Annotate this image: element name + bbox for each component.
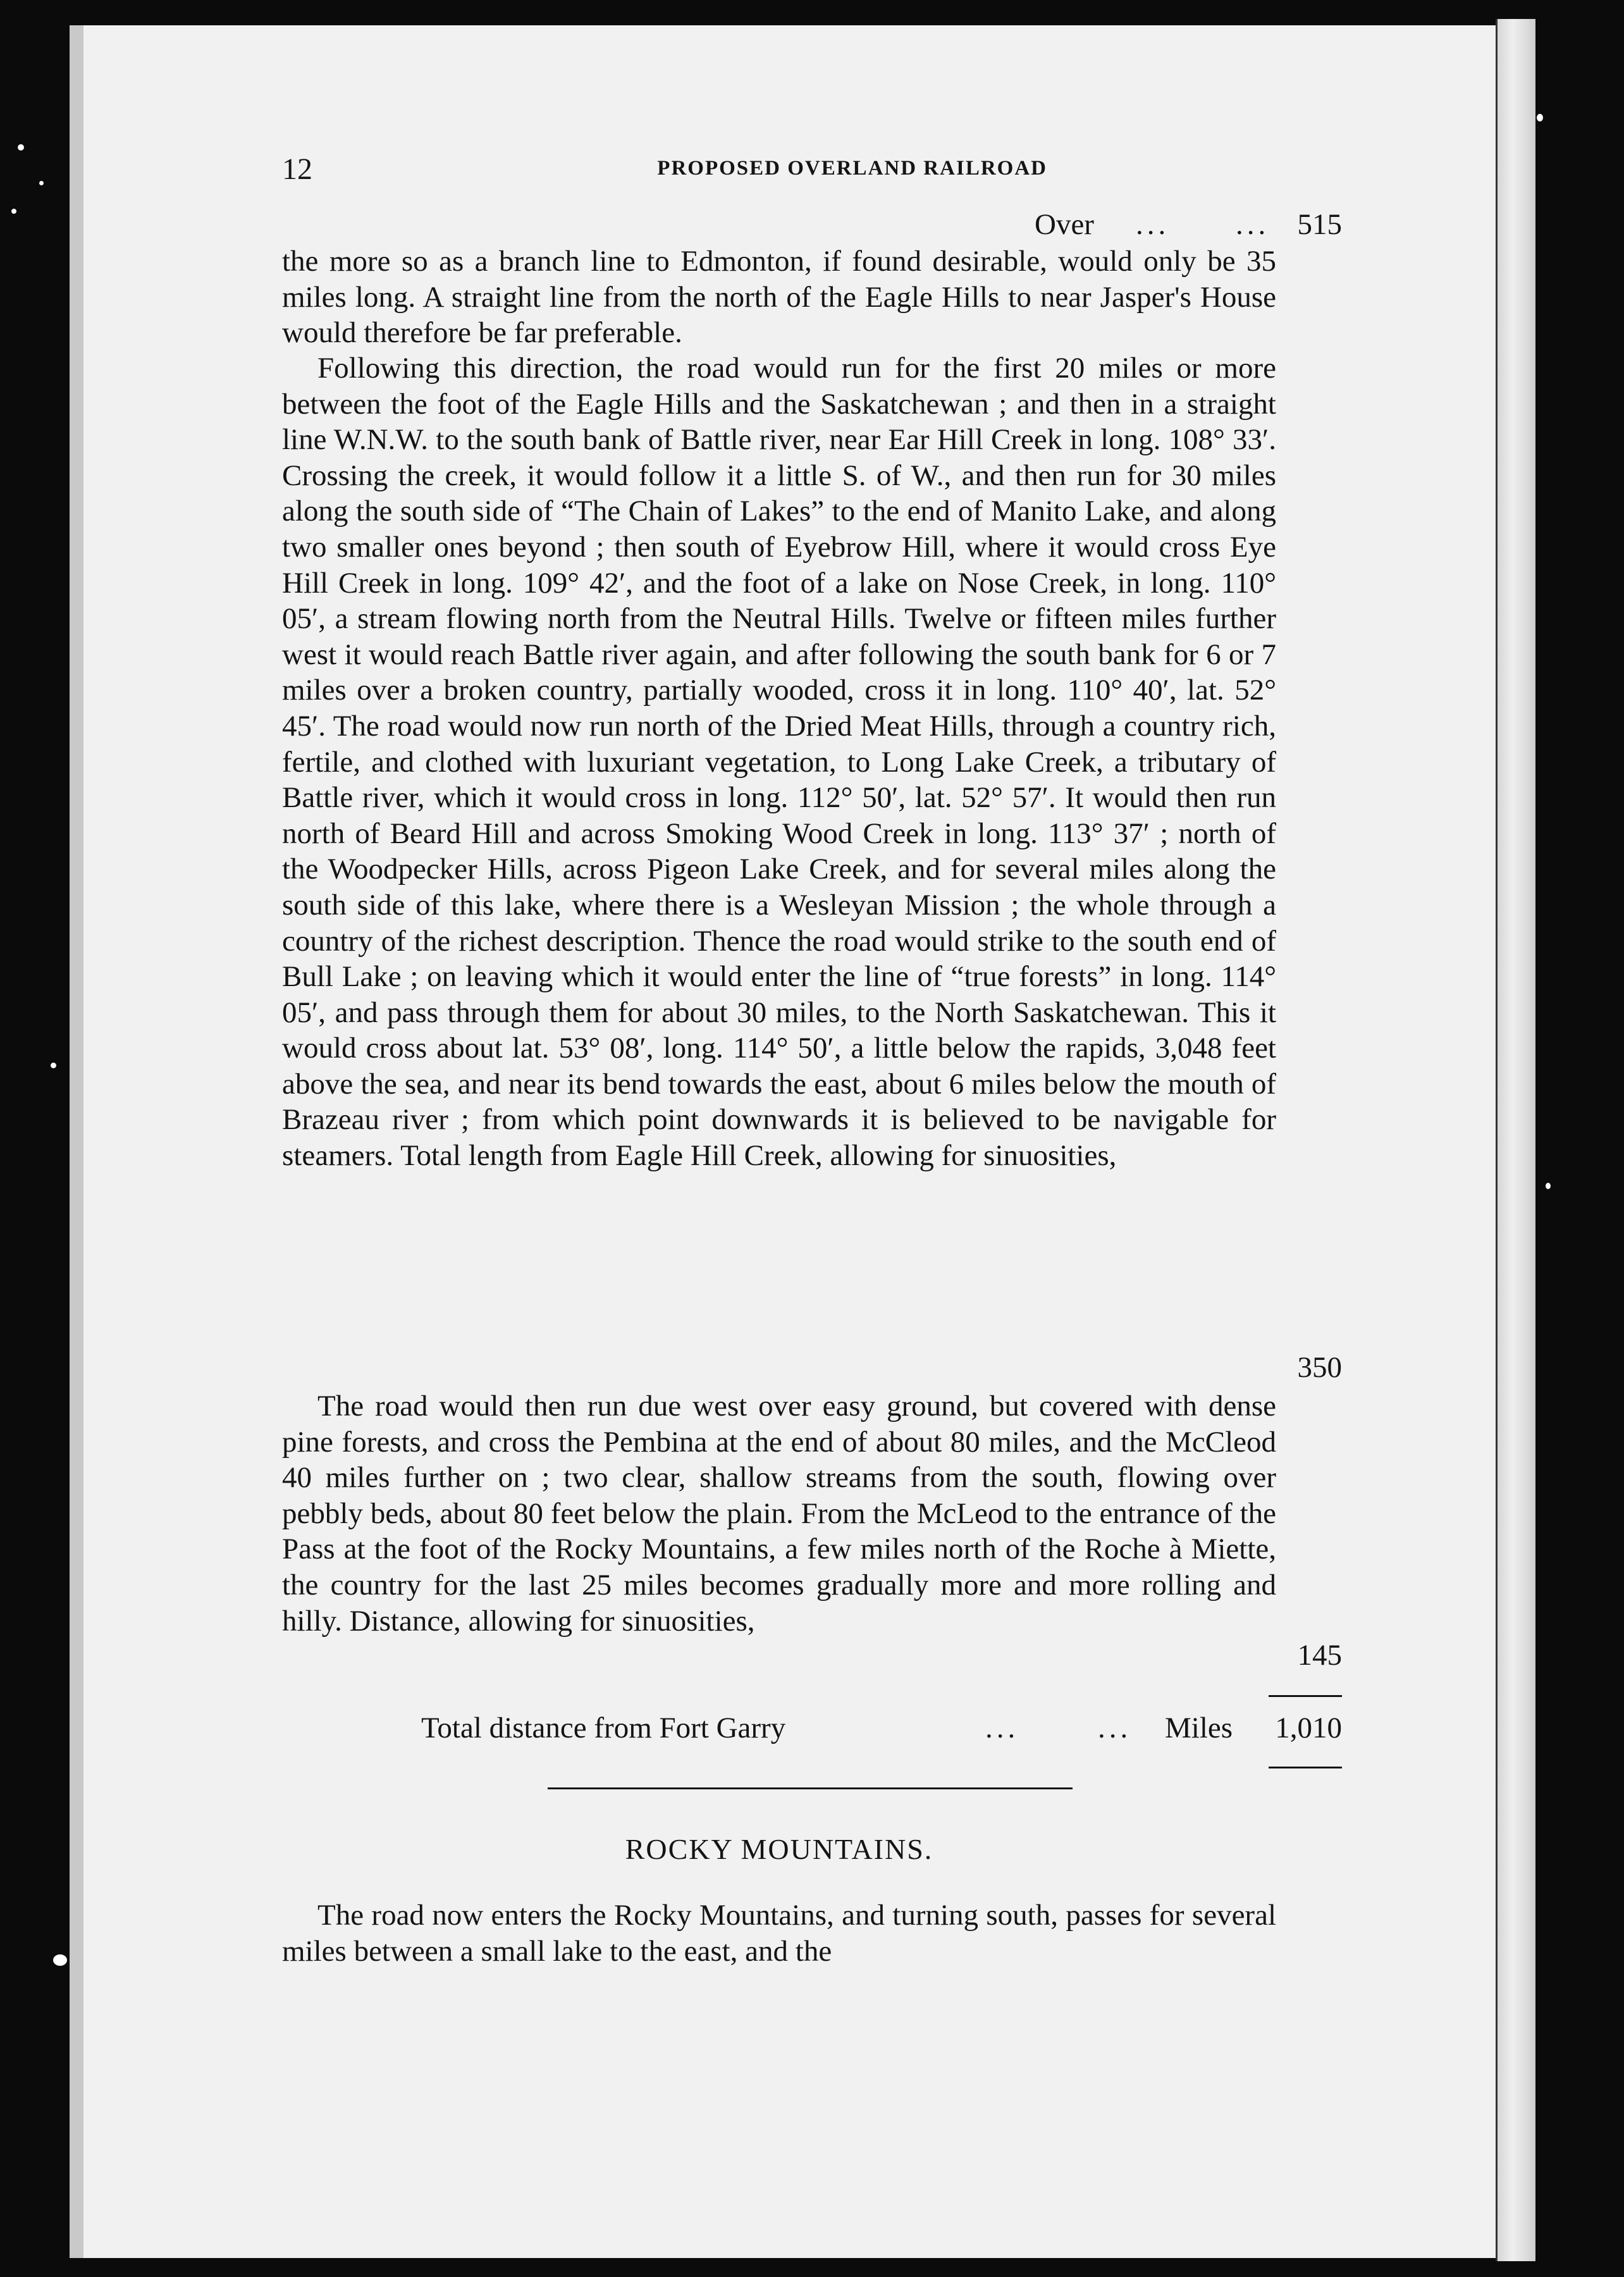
total-unit: Miles xyxy=(1165,1712,1233,1744)
section-divider xyxy=(548,1787,1073,1789)
total-label: Total distance from Fort Garry xyxy=(421,1712,786,1744)
page-number: 12 xyxy=(282,152,312,186)
paragraph-route-description: Following this direction, the road would run for the first 20 miles or more between the foot of the Eagle Hills and the Saskatchewan ; and then in a straight line W.N.W. to the south bank of Battle river, near Ear Hill Creek in long. 108° 33′. Crossing the creek, it would follow it a little S. of W., and then run for 30 miles along the south side of “The Chain of Lakes” to the end of Manito Lake, and along two smaller ones beyond ; then south of Eyebrow Hill, where it would cross Eye Hill Creek in long. 109° 42′, and the foot of a lake on Nose Creek, in long. 110° 05′, a stream flowing north from the Neutral Hills. Twelve or fifteen miles further west it would reach Battle river again, and after following the south bank for 6 or 7 miles over a broken country, partially wooded, cross it in long. 110° 40′, lat. 52° 45′. The road would now run north of the Dried Meat Hills, through a country rich, fertile, and clothed with luxuriant vegetation, to Long Lake Creek, a tributary of Battle river, which it would cross in long. 112° 50′, lat. 52° 57′. It would then run north of Beard Hill and across Smoking Wood Creek in long. 113° 37′ ; north of the Woodpecker Hills, across Pigeon Lake Creek, and for several miles along the south side of this lake, where there is a Wesleyan Mission ; the whole through a country of the richest description. Thence the road would strike to the south end of Bull Lake ; on leaving which it would enter the line of “true forests” in long. 114° 05′, and pass through them for about 30 miles, to the North Saskatchewan. This it would cross about lat. 53° 08′, long. 114° 50′, a little below the rapids, 3,048 feet above the sea, and near its bend towards the east, about 6 miles below the mouth of Brazeau river ; from which point downwards it is believed to be navigable for steamers. Total length from Eagle Hill Creek, allowing for sinuosities, xyxy=(282,352,1276,1173)
running-title: PROPOSED OVERLAND RAILROAD xyxy=(657,157,1047,180)
scan-speck xyxy=(51,1063,56,1068)
scan-speck xyxy=(53,1954,67,1966)
total-value: 1,010 xyxy=(1275,1712,1342,1744)
paragraph-west-route: The road would then run due west over easy ground, but covered with dense pine forests, and cross the Pembina at the end of about 80 miles, and the McCleod 40 miles further on ; two clear, shallow streams from the south, flowing over pebbly beds, about 80 feet below the plain. From the McLeod to the entrance of the Pass at the foot of the Rocky Mountains, a few miles north of the Roche à Miette, the country for the last 25 miles becomes gradually more and more rolling and hilly. Distance, allowing for sinuosities, xyxy=(282,1390,1276,1638)
sum-rule-bottom xyxy=(1269,1767,1342,1768)
scan-speck xyxy=(1537,114,1543,121)
margin-distance-eagle-hill: 350 xyxy=(1297,1351,1342,1384)
total-line xyxy=(282,1711,1342,1749)
margin-distance-west: 145 xyxy=(1297,1639,1342,1672)
carryover-leader-2: ... xyxy=(1236,208,1270,241)
carryover-label: Over xyxy=(1035,208,1094,241)
carryover-value: 515 xyxy=(1297,208,1342,241)
section-heading: ROCKY MOUNTAINS. xyxy=(625,1833,933,1865)
page-gutter xyxy=(1496,19,1535,2261)
scan-speck xyxy=(11,209,16,214)
scan-speck xyxy=(1546,1183,1551,1189)
total-leader: ... xyxy=(985,1712,1019,1744)
carryover-leader: ... xyxy=(1136,208,1170,241)
carryover-line xyxy=(282,207,1342,245)
total-leader-2: ... xyxy=(1098,1712,1132,1744)
running-head xyxy=(282,152,1342,190)
scan-speck xyxy=(39,181,44,185)
sum-rule-top xyxy=(1269,1695,1342,1697)
paragraph-continuation: the more so as a branch line to Edmonton, if found desirable, would only be 35 miles long. A straight line from the north of the Eagle Hills to near Jasper's House would therefore be far preferable. xyxy=(282,245,1276,350)
paragraph-rocky-mountains: The road now enters the Rocky Mountains, and turning south, passes for several miles between a small lake to the east, and the xyxy=(282,1899,1276,1968)
scan-speck xyxy=(18,144,24,151)
